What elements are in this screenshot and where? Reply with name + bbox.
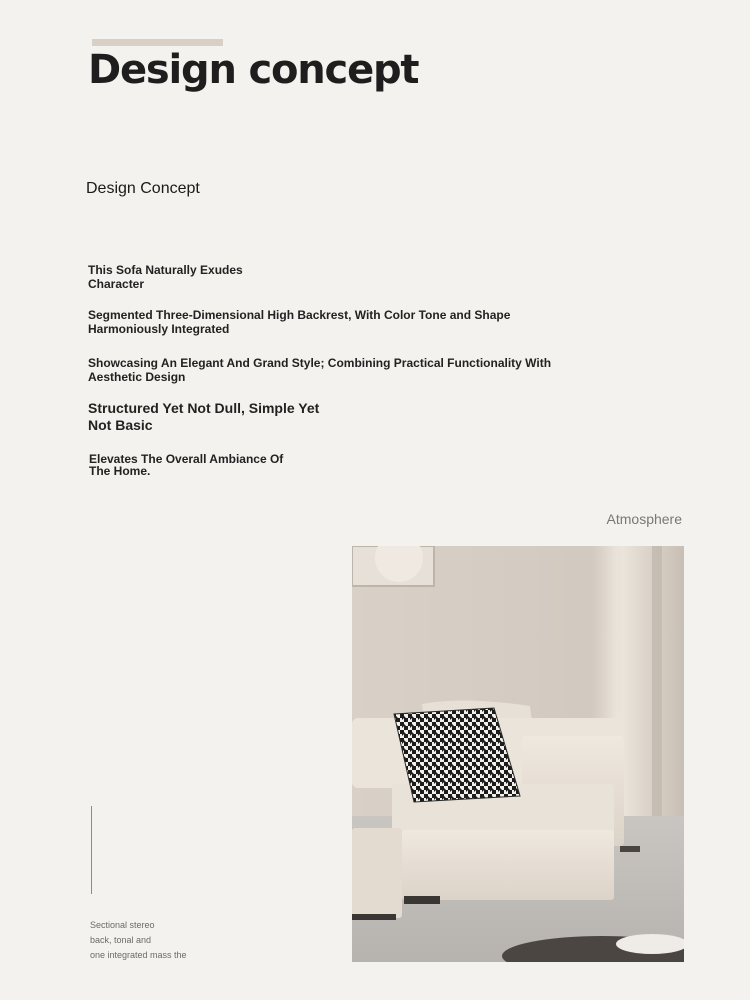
concept-paragraph-2: Segmented Three-Dimensional High Backrest, With Color Tone and Shape Harmoniously Integrated: [88, 308, 511, 336]
concept-paragraph-1: This Sofa Naturally Exudes Character: [88, 263, 243, 291]
concept-paragraph-3: Showcasing An Elegant And Grand Style; Combining Practical Functionality With Aesthetic Design: [88, 356, 552, 384]
caption-line-1: Sectional stereo: [90, 920, 155, 930]
caption-line-2: back, tonal and: [90, 935, 152, 945]
vertical-divider: [91, 806, 92, 894]
caption-line-3: one integrated mass the: [90, 950, 187, 960]
concept-paragraph-4: Structured Yet Not Dull, Simple Yet Not Basic: [88, 400, 320, 433]
section-heading: Design Concept: [86, 180, 200, 197]
concept-paragraph-5: Elevates The Overall Ambiance Of The Home.: [89, 452, 284, 478]
sofa-photo: [352, 546, 684, 962]
atmosphere-label: Atmosphere: [606, 511, 682, 527]
caption-text: [90, 918, 230, 963]
page-title: Design concept: [88, 47, 419, 93]
